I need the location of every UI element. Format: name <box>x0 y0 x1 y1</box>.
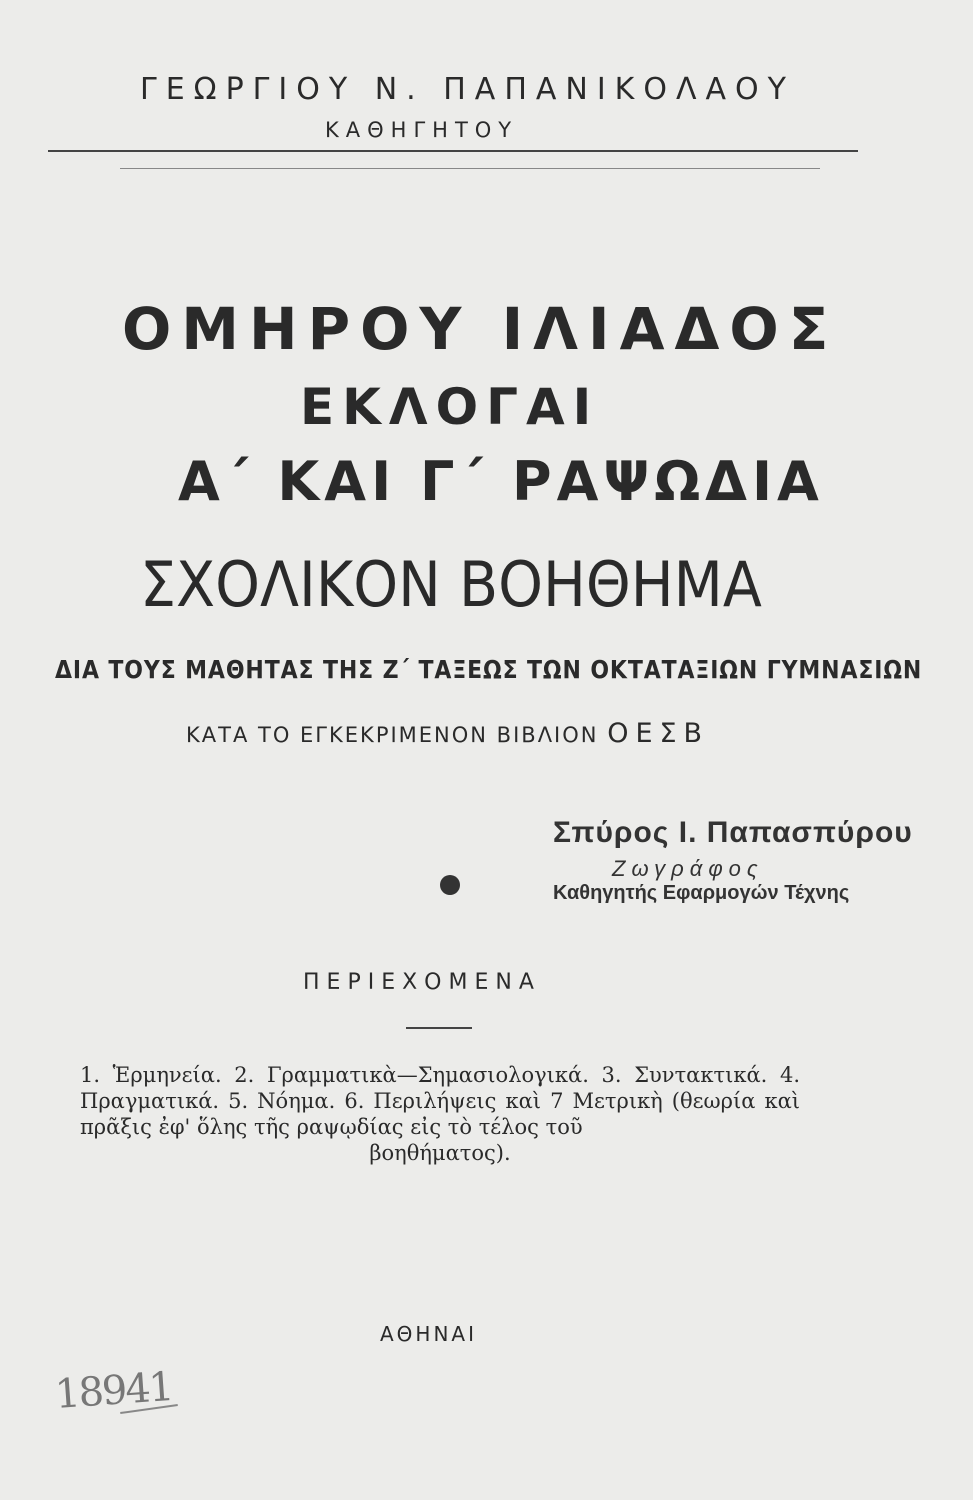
contents-rule <box>406 1027 472 1029</box>
approval-text: ΚΑΤΑ ΤΟ ΕΓΚΕΚΡΙΜΕΝΟΝ ΒΙΒΛΙΟΝ <box>186 723 599 747</box>
book-title-line3: Α΄ ΚΑΙ Γ΄ ΡΑΨΩΔΙΑ <box>178 450 824 513</box>
inventory-number: 18941 <box>53 1363 174 1419</box>
divider-rule <box>48 150 858 152</box>
audience-line: ΔΙΑ ΤΟΥΣ ΜΑΘΗΤΑΣ ΤΗΣ Ζ΄ ΤΑΞΕΩΣ ΤΩΝ ΟΚΤΑΤΑΞΙΩΝ ΓΥΜΝΑΣΙΩΝ <box>55 655 923 684</box>
approval-line <box>186 718 709 749</box>
contents-body: 1. Ἑρμηνεία. 2. Γραμματικὰ—Σημασιολογικά. 3. Συντακτικά. 4. Πραγματικά. 5. Νόημα. 6. Περιλήψεις καὶ 7 Μετρικὴ (θεωρία καὶ πρᾶξις ἐφ' ὅλης τῆς ραψῳδίας εἰς τὸ τέλος τοῦ <box>80 1063 800 1139</box>
book-subtitle: ΣΧΟΛΙΚΟΝ ΒΟΗΘΗΜΑ <box>140 548 762 621</box>
book-title-line1: ΟΜΗΡΟΥ ΙΛΙΑΔΟΣ <box>122 295 839 363</box>
publication-place: ΑΘΗΝΑΙ <box>380 1322 478 1346</box>
divider-rule-thin <box>120 168 820 169</box>
contents-body-end: βοηθήματος). <box>369 1141 511 1165</box>
author-name: ΓΕΩΡΓΙΟΥ Ν. ΠΑΠΑΝΙΚΟΛΑΟΥ <box>140 72 795 107</box>
approval-acronym: ΟΕΣΒ <box>607 718 710 749</box>
contents-text <box>80 1062 800 1166</box>
stamp-dot-icon <box>440 875 460 895</box>
contents-heading: ΠΕΡΙΕΧΟΜΕΝΑ <box>303 970 541 995</box>
stamp-position: Καθηγητής Εφαρμογών Τέχνης <box>553 882 850 904</box>
author-title: ΚΑΘΗΓΗΤΟΥ <box>325 118 519 142</box>
book-title-line2: ΕΚΛΟΓΑΙ <box>300 378 600 436</box>
stamp-name: Σπύρος Ι. Παπασπύρου <box>553 816 913 849</box>
stamp-role: Ζωγράφος <box>612 856 764 881</box>
